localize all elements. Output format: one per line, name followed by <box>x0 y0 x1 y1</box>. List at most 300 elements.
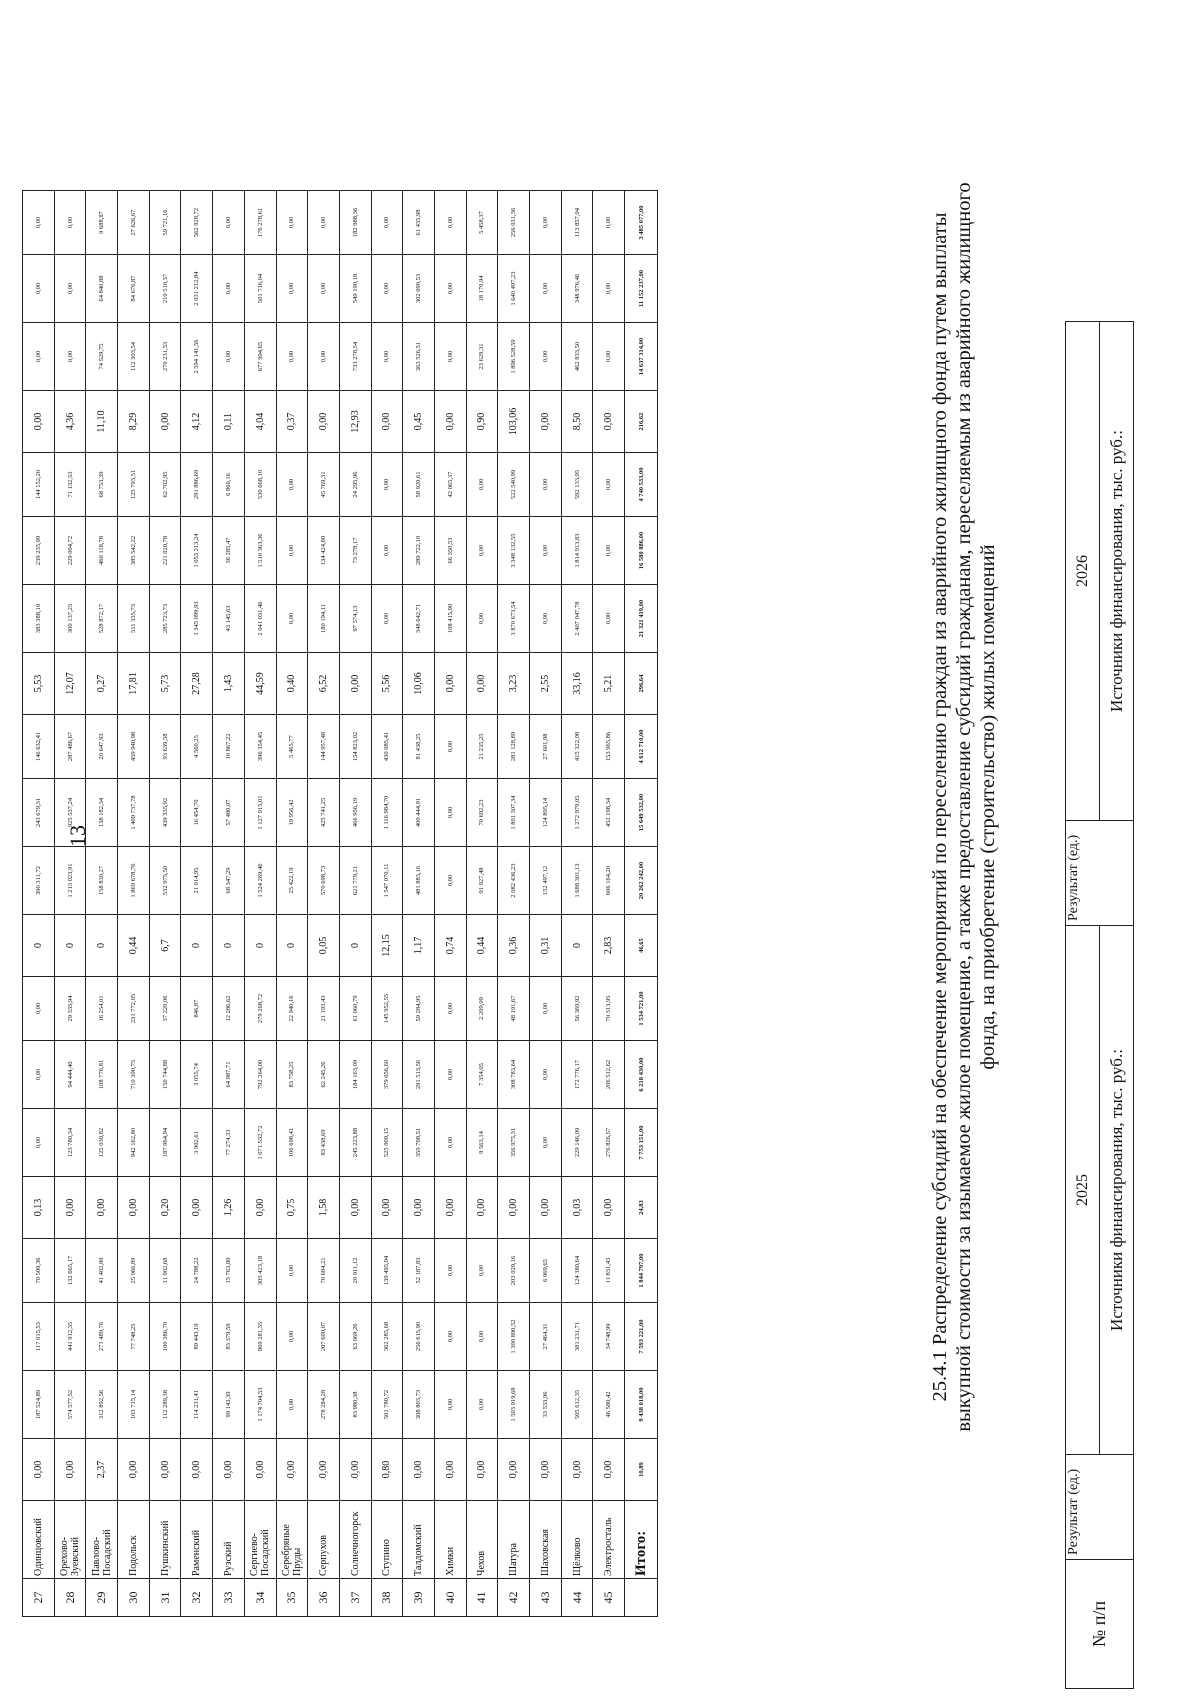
value-cell: 1 510 363,36 <box>244 517 276 585</box>
value-cell: 0,00 <box>593 453 625 517</box>
value-cell: 11 831,43 <box>593 1239 625 1303</box>
value-cell: 46 580,42 <box>593 1371 625 1439</box>
value-cell: 146 632,41 <box>23 715 55 779</box>
value-cell: 70 684,21 <box>308 1239 340 1303</box>
value-cell: 0,00 <box>593 391 625 453</box>
page-number: 13 <box>65 825 90 847</box>
value-cell: 0,00 <box>23 1439 55 1501</box>
value-cell: 925 537,24 <box>54 779 86 847</box>
municipality-cell: Раменский <box>181 1501 213 1579</box>
value-cell: 0,00 <box>23 323 55 391</box>
value-cell: 460 118,78 <box>86 517 118 585</box>
table-row <box>181 191 213 1617</box>
value-cell: 158 830,27 <box>86 847 118 915</box>
value-cell: 0,00 <box>593 585 625 653</box>
value-cell: 18 170,94 <box>466 255 498 323</box>
value-cell: 0,00 <box>530 323 562 391</box>
header-year-2026: 2026 <box>1066 322 1100 821</box>
value-cell: 0,00 <box>530 391 562 453</box>
caption-line-3: фонда, на приобретение (строительство) жилых помещений <box>977 544 999 1070</box>
value-cell: 1 213 023,91 <box>54 847 86 915</box>
value-cell: 0,00 <box>530 1177 562 1239</box>
value-cell: 0,05 <box>308 915 340 977</box>
value-cell: 621 779,21 <box>339 847 371 915</box>
value-cell: 0,00 <box>466 517 498 585</box>
value-cell: 48 191,67 <box>498 977 530 1041</box>
value-cell: 7 354,05 <box>466 1041 498 1109</box>
value-cell: 0,00 <box>466 1177 498 1239</box>
value-cell: 210 510,37 <box>149 255 181 323</box>
value-cell: 385 542,22 <box>118 517 150 585</box>
value-cell: 41 402,80 <box>86 1239 118 1303</box>
value-cell: 348 642,71 <box>403 585 435 653</box>
value-cell: 501 780,72 <box>371 1371 403 1439</box>
value-cell: 94 444,40 <box>54 1041 86 1109</box>
value-cell: 846,87 <box>181 977 213 1041</box>
value-cell: 0,00 <box>593 191 625 255</box>
value-cell: 1,43 <box>213 653 245 715</box>
value-cell: 70 509,36 <box>23 1239 55 1303</box>
value-cell: 0,00 <box>308 255 340 323</box>
value-cell: 287 486,67 <box>54 715 86 779</box>
value-cell: 0,00 <box>371 517 403 585</box>
value-cell: 12 286,62 <box>213 977 245 1041</box>
value-cell: 21 235,25 <box>466 715 498 779</box>
value-cell: 1 814 913,83 <box>561 517 593 585</box>
value-cell: 0,00 <box>181 1177 213 1239</box>
value-cell: 0,00 <box>244 1177 276 1239</box>
value-cell: 68 753,39 <box>86 453 118 517</box>
value-cell: 0,00 <box>466 453 498 517</box>
value-cell: 12,15 <box>371 915 403 977</box>
value-cell: 20 911,12 <box>339 1239 371 1303</box>
row-number-cell: 30 <box>118 1579 150 1617</box>
value-cell: 0,00 <box>434 715 466 779</box>
value-cell: 24 295,96 <box>339 453 371 517</box>
value-cell: 24 788,22 <box>181 1239 213 1303</box>
value-cell: 0,80 <box>371 1439 403 1501</box>
value-cell: 43 145,63 <box>213 585 245 653</box>
value-cell: 6 069,65 <box>530 1239 562 1303</box>
caption-line-2: выкупной стоимости за изымаемое жилое помещение, а также предоставление субсидий гражданам, переселяемым из аварийного жилищного <box>953 182 975 1432</box>
value-cell: 0,00 <box>276 517 308 585</box>
value-cell: 0,00 <box>23 191 55 255</box>
value-cell: 0 <box>213 915 245 977</box>
value-cell: 710 390,75 <box>118 1041 150 1109</box>
value-cell: 0,00 <box>498 1177 530 1239</box>
value-cell: 271 489,76 <box>86 1303 118 1371</box>
value-cell: 350 798,51 <box>403 1109 435 1177</box>
value-cell: 125 793,51 <box>118 453 150 517</box>
value-cell: 8,50 <box>561 391 593 453</box>
value-cell: 154 823,02 <box>339 715 371 779</box>
value-cell: 206 512,62 <box>593 1041 625 1109</box>
value-cell: 0,00 <box>530 1041 562 1109</box>
table-row <box>339 191 371 1617</box>
value-cell: 63 069,26 <box>339 1303 371 1371</box>
row-number-cell: 39 <box>403 1579 435 1617</box>
value-cell: 0,31 <box>530 915 562 977</box>
value-cell: 93 639,58 <box>149 715 181 779</box>
value-cell: 2 407 047,78 <box>561 585 593 653</box>
value-cell: 0,44 <box>118 915 150 977</box>
municipality-cell: Ступино <box>371 1501 403 1579</box>
value-cell: 3 485 077,00 <box>625 191 658 255</box>
value-cell: 501 716,04 <box>244 255 276 323</box>
value-cell: 400 444,91 <box>403 779 435 847</box>
value-cell: 459 940,98 <box>118 715 150 779</box>
value-cell: 139 495,04 <box>371 1239 403 1303</box>
value-cell: 187 964,94 <box>149 1109 181 1177</box>
value-cell: 20 262 242,00 <box>625 847 658 915</box>
municipality-cell: Орехово-Зуевский <box>54 1501 86 1579</box>
table-row <box>371 191 403 1617</box>
value-cell: 6,52 <box>308 653 340 715</box>
value-cell: 0,00 <box>244 1439 276 1501</box>
value-cell: 27,28 <box>181 653 213 715</box>
value-cell: 125 030,82 <box>86 1109 118 1177</box>
value-cell: 56 369,92 <box>561 977 593 1041</box>
row-number-cell: 29 <box>86 1579 118 1617</box>
value-cell: 528 872,17 <box>86 585 118 653</box>
value-cell: 0,00 <box>434 1177 466 1239</box>
value-cell: 221 020,78 <box>149 517 181 585</box>
value-cell: 57 480,07 <box>213 779 245 847</box>
value-cell: 0,00 <box>466 585 498 653</box>
value-cell: 182 988,36 <box>339 191 371 255</box>
value-cell: 21 193,43 <box>308 977 340 1041</box>
value-cell: 0,00 <box>54 255 86 323</box>
value-cell: 381 231,71 <box>561 1303 593 1371</box>
value-cell: 1 547 070,11 <box>371 847 403 915</box>
value-cell: 0,11 <box>213 391 245 453</box>
value-cell: 33,16 <box>561 653 593 715</box>
value-cell: 42 065,37 <box>434 453 466 517</box>
value-cell: 363 526,51 <box>403 323 435 391</box>
value-cell: 2 594 141,56 <box>181 323 213 391</box>
value-cell: 574 577,52 <box>54 1371 86 1439</box>
value-cell: 522 540,99 <box>498 453 530 517</box>
value-cell: 362 285,68 <box>371 1303 403 1371</box>
value-cell: 592 133,95 <box>561 453 593 517</box>
table-row <box>308 191 340 1617</box>
row-number-cell: 35 <box>276 1579 308 1617</box>
municipality-cell: Павлово-Посадский <box>86 1501 118 1579</box>
value-cell: 7 593 221,00 <box>625 1303 658 1371</box>
value-cell: 7 753 151,00 <box>625 1109 658 1177</box>
value-cell: 0,00 <box>434 1041 466 1109</box>
value-cell: 0,00 <box>339 1177 371 1239</box>
value-cell: 0,00 <box>371 191 403 255</box>
value-cell: 0,00 <box>23 255 55 323</box>
value-cell: 17,81 <box>118 653 150 715</box>
value-cell: 452 198,34 <box>593 779 625 847</box>
value-cell: 114 231,41 <box>181 1371 213 1439</box>
value-cell: 0,00 <box>276 1371 308 1439</box>
value-cell: 0,00 <box>276 323 308 391</box>
value-cell: 530 668,10 <box>244 453 276 517</box>
value-cell: 77 274,33 <box>213 1109 245 1177</box>
row-number-cell: 43 <box>530 1579 562 1617</box>
table-row <box>434 191 466 1617</box>
value-cell: 239 235,99 <box>23 517 55 585</box>
value-cell: 46,65 <box>625 915 658 977</box>
value-cell: 37 220,06 <box>149 977 181 1041</box>
value-cell: 308 803,73 <box>403 1371 435 1439</box>
value-cell: 108 415,90 <box>434 585 466 653</box>
value-cell: 0,40 <box>276 653 308 715</box>
value-cell: 0,90 <box>466 391 498 453</box>
value-cell: 20 647,93 <box>86 715 118 779</box>
value-cell: 0,00 <box>403 1177 435 1239</box>
value-cell: 3 902,61 <box>181 1109 213 1177</box>
value-cell: 0,00 <box>118 1177 150 1239</box>
value-cell: 150 744,88 <box>149 1041 181 1109</box>
value-cell: 1,17 <box>403 915 435 977</box>
header-year-2025: 2025 <box>1066 926 1100 1455</box>
value-cell: 5,21 <box>593 653 625 715</box>
value-cell: 59 721,16 <box>149 191 181 255</box>
section-caption <box>928 37 1000 1577</box>
value-cell: 0,00 <box>530 1439 562 1501</box>
value-cell: 0,00 <box>593 255 625 323</box>
value-cell: 1 272 979,05 <box>561 779 593 847</box>
value-cell: 2,55 <box>530 653 562 715</box>
value-cell: 11,10 <box>86 391 118 453</box>
value-cell: 21 321 419,00 <box>625 585 658 653</box>
value-cell: 0,13 <box>23 1177 55 1239</box>
value-cell: 144 152,20 <box>23 453 55 517</box>
value-cell: 3 348 132,55 <box>498 517 530 585</box>
value-cell: 81 438,25 <box>403 715 435 779</box>
value-cell: 0,00 <box>213 1439 245 1501</box>
value-cell: 256 615,90 <box>403 1303 435 1371</box>
value-cell: 1 071 532,72 <box>244 1109 276 1177</box>
value-cell: 4,12 <box>181 391 213 453</box>
value-cell: 466 956,19 <box>339 779 371 847</box>
value-cell: 25 966,89 <box>118 1239 150 1303</box>
value-cell: 187 524,89 <box>23 1371 55 1439</box>
value-cell: 172 776,17 <box>561 1041 593 1109</box>
value-cell: 180 194,11 <box>308 585 340 653</box>
municipality-cell: Серебряные Пруды <box>276 1501 308 1579</box>
value-cell: 0,00 <box>530 977 562 1041</box>
value-cell: 3,23 <box>498 653 530 715</box>
value-cell: 285 723,73 <box>149 585 181 653</box>
row-number-cell: 36 <box>308 1579 340 1617</box>
row-number-cell: 37 <box>339 1579 371 1617</box>
value-cell: 415 322,08 <box>561 715 593 779</box>
value-cell: 70 313,95 <box>593 977 625 1041</box>
value-cell: 505 612,35 <box>561 1371 593 1439</box>
value-cell: 83 438,69 <box>308 1109 340 1177</box>
value-cell: 4,04 <box>244 391 276 453</box>
value-cell: 0,20 <box>149 1177 181 1239</box>
value-cell: 1 300 890,52 <box>498 1303 530 1371</box>
value-cell: 12,07 <box>54 653 86 715</box>
municipality-cell: Рузский <box>213 1501 245 1579</box>
value-cell: 308 783,64 <box>498 1041 530 1109</box>
value-cell: 112 303,54 <box>118 323 150 391</box>
value-cell: 270 231,53 <box>149 323 181 391</box>
value-cell: 0 <box>339 915 371 977</box>
value-cell: 152 497,12 <box>530 847 562 915</box>
value-cell: 0,00 <box>434 1239 466 1303</box>
row-number-cell: 42 <box>498 1579 530 1617</box>
value-cell: 1 127 915,01 <box>244 779 276 847</box>
table-row <box>244 191 276 1617</box>
value-cell: 379 056,60 <box>371 1041 403 1109</box>
value-cell: 16 454,70 <box>181 779 213 847</box>
value-cell: 71 132,53 <box>54 453 86 517</box>
value-cell: 0,00 <box>434 1439 466 1501</box>
value-cell: 176 278,61 <box>244 191 276 255</box>
value-cell: 0,00 <box>276 585 308 653</box>
value-cell: 27 626,67 <box>118 191 150 255</box>
value-cell: 33 533,96 <box>530 1371 562 1439</box>
value-cell: 89 443,19 <box>181 1303 213 1371</box>
value-cell: 1 534 721,00 <box>625 977 658 1041</box>
value-cell: 441 912,35 <box>54 1303 86 1371</box>
value-cell: 0,00 <box>561 1439 593 1501</box>
value-cell: 0,00 <box>434 323 466 391</box>
value-cell: 64 987,71 <box>213 1041 245 1109</box>
value-cell: 0,00 <box>371 391 403 453</box>
header-result-2025: Результат (ед.) <box>1066 1455 1134 1560</box>
value-cell: 0,00 <box>118 1439 150 1501</box>
value-cell: 0,00 <box>276 255 308 323</box>
row-number-cell: 32 <box>181 1579 213 1617</box>
value-cell: 0,00 <box>149 391 181 453</box>
value-cell: 0,00 <box>466 1371 498 1439</box>
value-cell: 430 085,41 <box>371 715 403 779</box>
value-cell: 0,00 <box>149 1439 181 1501</box>
table-row <box>593 191 625 1617</box>
municipality-cell: Одинцовский <box>23 1501 55 1579</box>
value-cell: 4 612 710,00 <box>625 715 658 779</box>
value-cell: 0,00 <box>339 1439 371 1501</box>
value-cell: 281 128,89 <box>498 715 530 779</box>
value-cell: 0,00 <box>86 1177 118 1239</box>
value-cell: 525 009,15 <box>371 1109 403 1177</box>
value-cell: 15 763,80 <box>213 1239 245 1303</box>
value-cell: 0,00 <box>530 1109 562 1177</box>
value-cell: 10 867,22 <box>213 715 245 779</box>
value-cell: 9 438 018,00 <box>625 1371 658 1439</box>
table-row <box>86 191 118 1617</box>
value-cell: 5,73 <box>149 653 181 715</box>
row-number-cell: 34 <box>244 1579 276 1617</box>
value-cell: 100 386,70 <box>149 1303 181 1371</box>
table-row <box>403 191 435 1617</box>
value-cell: 134 424,80 <box>308 517 340 585</box>
value-cell: 0,03 <box>561 1177 593 1239</box>
value-cell: 153 965,86 <box>593 715 625 779</box>
municipality-cell: Итого: <box>625 1501 658 1579</box>
value-cell: 24,83 <box>625 1177 658 1239</box>
value-cell: 15 649 532,00 <box>625 779 658 847</box>
value-cell: 2 031 212,84 <box>181 255 213 323</box>
header-funding-2025: Источники финансирования, тыс. руб.: <box>1100 926 1134 1455</box>
value-cell: 70 692,23 <box>466 779 498 847</box>
value-cell: 439 335,92 <box>149 779 181 847</box>
value-cell: 396 354,45 <box>244 715 276 779</box>
value-cell: 4,36 <box>54 391 86 453</box>
value-cell: 5,56 <box>371 653 403 715</box>
value-cell: 312 892,56 <box>86 1371 118 1439</box>
value-cell: 0 <box>86 915 118 977</box>
value-cell: 0,00 <box>434 653 466 715</box>
value-cell: 29 335,94 <box>54 977 86 1041</box>
value-cell: 84 676,87 <box>118 255 150 323</box>
value-cell: 0,00 <box>308 1439 340 1501</box>
table-row <box>561 191 593 1617</box>
municipality-cell: Чехов <box>466 1501 498 1579</box>
municipality-cell: Химки <box>434 1501 466 1579</box>
municipality-cell: Щёлково <box>561 1501 593 1579</box>
value-cell: 19 956,42 <box>276 779 308 847</box>
value-cell: 1 174 704,53 <box>244 1371 276 1439</box>
value-cell: 10,89 <box>625 1439 658 1501</box>
value-cell: 0,00 <box>593 517 625 585</box>
value-cell: 25 422,19 <box>276 847 308 915</box>
value-cell: 59 284,95 <box>403 977 435 1041</box>
value-cell: 0,00 <box>371 255 403 323</box>
value-cell: 1 503 919,68 <box>498 1371 530 1439</box>
value-cell: 1 116 984,70 <box>371 779 403 847</box>
value-cell: 0,36 <box>498 915 530 977</box>
municipality-cell: Талдомский <box>403 1501 435 1579</box>
value-cell: 0,00 <box>213 323 245 391</box>
value-cell: 66 350,53 <box>434 517 466 585</box>
value-cell: 0,00 <box>23 1041 55 1109</box>
value-cell: 0,00 <box>276 1439 308 1501</box>
municipality-cell: Шатура <box>498 1501 530 1579</box>
value-cell: 0,00 <box>54 323 86 391</box>
value-cell: 0,00 <box>276 191 308 255</box>
value-cell: 1 053 213,24 <box>181 517 213 585</box>
caption-line-1: 25.4.1 Распределение субсидий на обеспечение мероприятий по переселению граждан из аварийного жилищного фонда путем выплаты <box>929 212 951 1402</box>
value-cell: 0,00 <box>371 585 403 653</box>
value-cell: 296,64 <box>625 653 658 715</box>
row-number-cell: 27 <box>23 1579 55 1617</box>
value-cell: 0,00 <box>213 255 245 323</box>
value-cell: 132 665,17 <box>54 1239 86 1303</box>
value-cell: 0,75 <box>276 1177 308 1239</box>
value-cell: 1 688 301,13 <box>561 847 593 915</box>
value-cell: 124 380,64 <box>561 1239 593 1303</box>
value-cell: 145 952,55 <box>371 977 403 1041</box>
table-row <box>213 191 245 1617</box>
municipality-cell: Солнечногорск <box>339 1501 371 1579</box>
value-cell: 2,37 <box>86 1439 118 1501</box>
value-cell: 0 <box>23 915 55 977</box>
value-cell: 0,00 <box>593 323 625 391</box>
value-cell: 2 209,09 <box>466 977 498 1041</box>
value-cell: 256 031,36 <box>498 191 530 255</box>
value-cell: 10,06 <box>403 653 435 715</box>
municipality-cell: Пушкинский <box>149 1501 181 1579</box>
value-cell: 0,00 <box>308 323 340 391</box>
value-cell: 942 162,80 <box>118 1109 150 1177</box>
value-cell: 4 560,25 <box>181 715 213 779</box>
municipality-cell: Сергиево-Посадский <box>244 1501 276 1579</box>
value-cell: 6 218 430,00 <box>625 1041 658 1109</box>
value-cell: 0,00 <box>276 453 308 517</box>
row-number-cell: 45 <box>593 1579 625 1617</box>
value-cell: 45 769,31 <box>308 453 340 517</box>
value-cell: 0,00 <box>276 1239 308 1303</box>
